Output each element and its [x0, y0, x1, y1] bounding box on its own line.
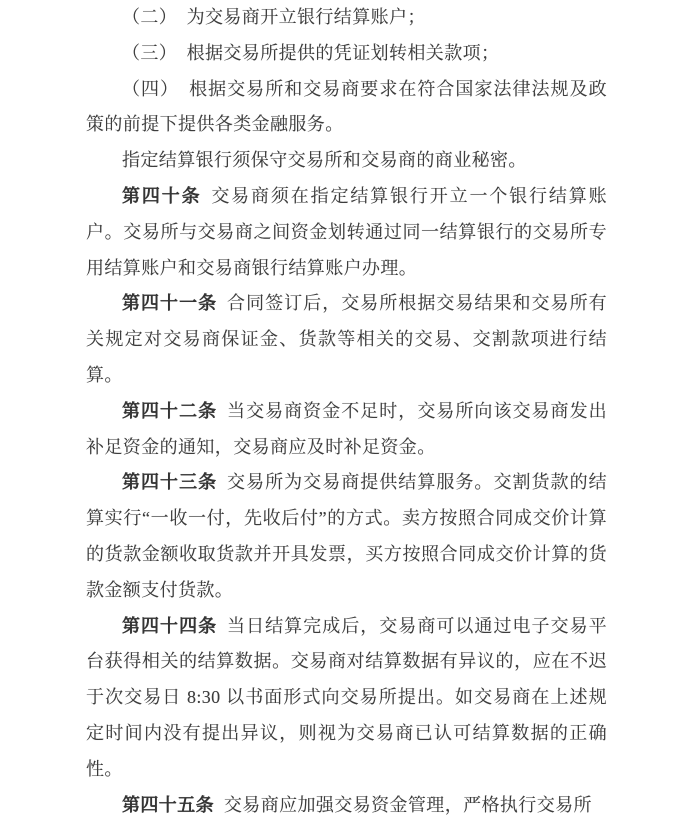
article-number: 第四十五条: [122, 794, 214, 815]
paragraph: [86, 143, 607, 179]
paragraph: [86, 788, 607, 823]
paragraph-text: 交易商应加强交易资金管理，严格执行交易所: [223, 794, 592, 815]
paragraph-text: 当交易商资金不足时，交易所向该交易商发出补足资金的通知，交易商应及时补足资金。: [86, 400, 608, 457]
article-number: 第四十三条: [122, 472, 218, 493]
paragraph: [86, 72, 607, 144]
article-number: 第四十条: [122, 185, 202, 206]
paragraph-text: 交易所为交易商提供结算服务。交割货款的结算实行“一收一付，先收后付”的方式。卖方按照合同成交价计算的货款金额收取货款并开具发票，买方按照合同成交价计算的货款金额支付货款。: [86, 472, 608, 600]
paragraph: [86, 0, 607, 36]
paragraph: [86, 286, 607, 393]
article-number: 第四十二条: [122, 400, 218, 421]
paragraph: [86, 179, 607, 286]
article-number: 第四十四条: [122, 615, 218, 636]
paragraph-text: 合同签订后，交易所根据交易结果和交易所有关规定对交易商保证金、货款等相关的交易、交割款项进行结算。: [86, 293, 608, 385]
document-body: [86, 0, 607, 823]
paragraph: [86, 394, 607, 466]
article-number: 第四十一条: [122, 293, 218, 314]
paragraph: [86, 609, 607, 788]
paragraph-text: （四） 根据交易所和交易商要求在符合国家法律法规及政策的前提下提供各类金融服务。: [86, 78, 607, 135]
paragraph: [86, 36, 607, 72]
paragraph: [86, 465, 607, 608]
paragraph-text: 交易商须在指定结算银行开立一个银行结算账户。交易所与交易商之间资金划转通过同一结算银行的交易所专用结算账户和交易商银行结算账户办理。: [86, 185, 607, 278]
paragraph-text: （二） 为交易商开立银行结算账户；: [122, 7, 426, 27]
paragraph-text: （三） 根据交易所提供的凭证划转相关款项；: [122, 42, 500, 63]
paragraph-text: 当日结算完成后，交易商可以通过电子交易平台获得相关的结算数据。交易商对结算数据有异议的，应在不迟于次交易日 8:30 以书面形式向交易所提出。如交易商在上述规定时间内没有提出异议，则视为交易商已认可结算数据的正确性。: [86, 615, 608, 779]
paragraph-text: 指定结算银行须保守交易所和交易商的商业秘密。: [122, 150, 527, 171]
